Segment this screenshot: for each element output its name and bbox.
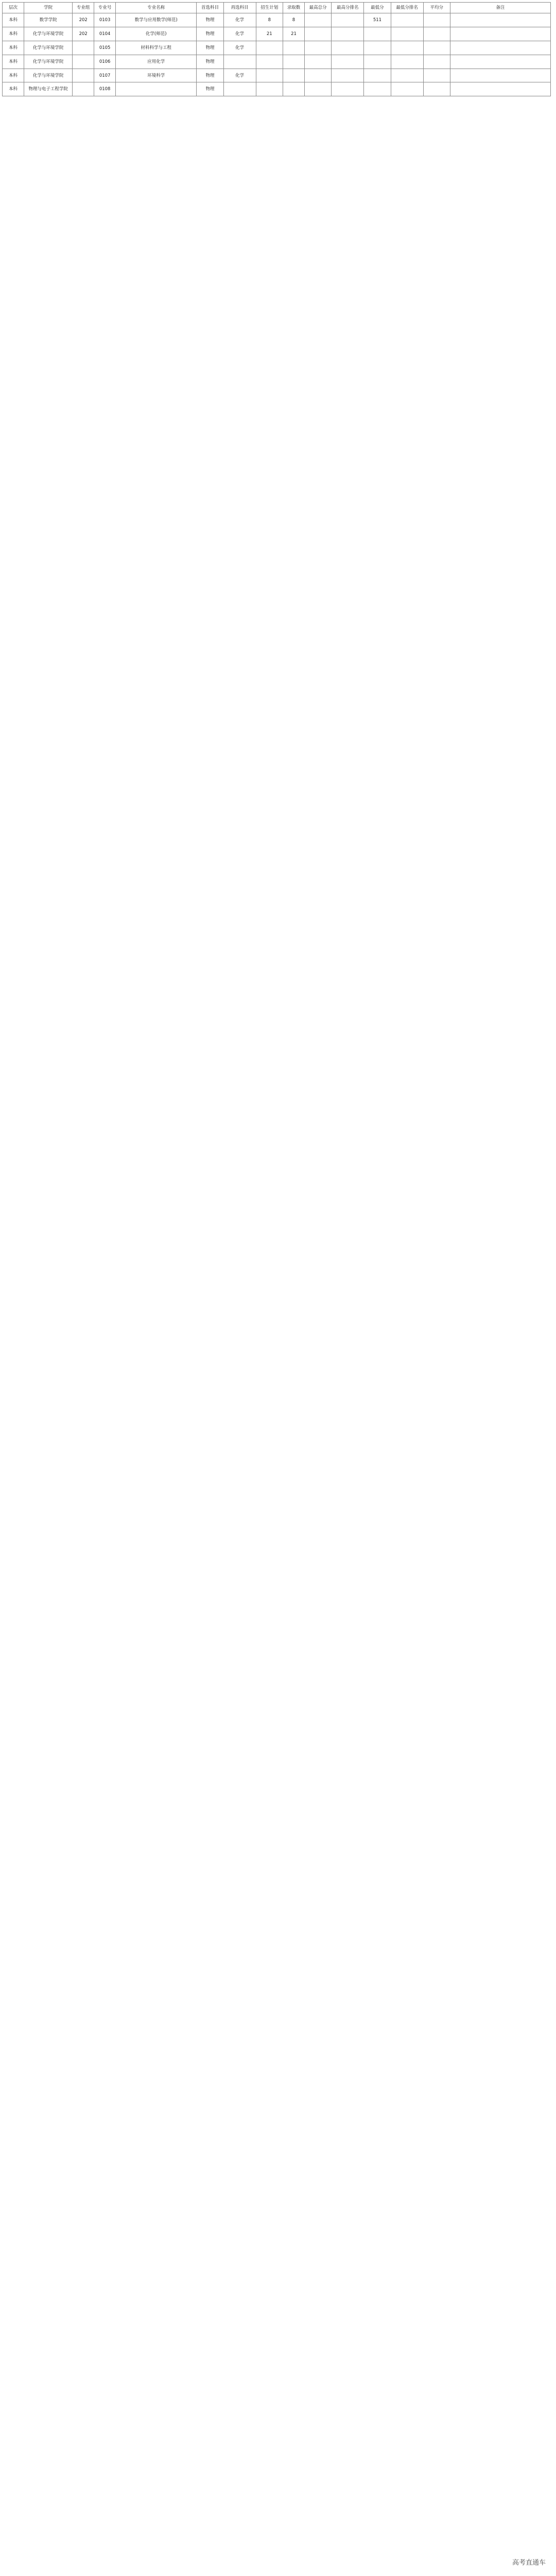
table-cell	[450, 13, 550, 27]
table-cell	[364, 69, 391, 82]
table-cell	[450, 27, 550, 41]
table-cell: 数学学院	[24, 13, 72, 27]
table-cell	[450, 55, 550, 69]
watermark-label: 高考直通车	[509, 2556, 549, 2568]
table-cell: 物理	[197, 82, 223, 96]
table-cell	[73, 55, 94, 69]
table-cell: 化学(师范)	[116, 27, 197, 41]
table-cell: 环境科学	[116, 69, 197, 82]
table-cell	[423, 55, 450, 69]
table-header-row	[3, 3, 551, 13]
admission-table-sheet	[2, 2, 551, 96]
table-cell	[423, 69, 450, 82]
table-cell: 材料科学与工程	[116, 41, 197, 55]
table-cell: 物理	[197, 13, 223, 27]
table-cell	[256, 69, 283, 82]
table-cell	[304, 55, 331, 69]
table-cell	[223, 82, 256, 96]
table-cell	[283, 41, 305, 55]
table-cell: 本科	[3, 41, 24, 55]
table-cell	[391, 82, 423, 96]
table-cell	[423, 82, 450, 96]
table-row	[3, 69, 551, 82]
table-cell: 0106	[94, 55, 116, 69]
header-cell: 最低分	[364, 3, 391, 13]
table-cell	[332, 69, 364, 82]
table-cell: 21	[283, 27, 305, 41]
table-cell	[391, 69, 423, 82]
table-cell: 本科	[3, 13, 24, 27]
table-cell: 化学	[223, 13, 256, 27]
table-cell	[332, 27, 364, 41]
table-cell	[304, 82, 331, 96]
table-cell: 本科	[3, 69, 24, 82]
table-cell: 应用化学	[116, 55, 197, 69]
header-cell: 专业号	[94, 3, 116, 13]
table-cell	[364, 41, 391, 55]
table-cell: 0105	[94, 41, 116, 55]
header-cell: 专业组	[73, 3, 94, 13]
table-cell: 8	[283, 13, 305, 27]
table-cell	[304, 41, 331, 55]
table-cell	[423, 27, 450, 41]
table-cell: 202	[73, 27, 94, 41]
table-cell	[73, 41, 94, 55]
table-cell: 物理	[197, 69, 223, 82]
table-cell	[73, 82, 94, 96]
table-cell: 物理	[197, 27, 223, 41]
table-row	[3, 13, 551, 27]
table-cell: 0103	[94, 13, 116, 27]
table-cell: 0108	[94, 82, 116, 96]
table-cell	[283, 69, 305, 82]
table-cell: 物理	[197, 55, 223, 69]
header-cell: 最低分排名	[391, 3, 423, 13]
table-cell	[423, 41, 450, 55]
table-row	[3, 41, 551, 55]
table-cell: 化学与环境学院	[24, 41, 72, 55]
header-cell: 最高总分	[304, 3, 331, 13]
table-cell	[450, 69, 550, 82]
header-cell: 平均分	[423, 3, 450, 13]
table-cell: 化学与环境学院	[24, 69, 72, 82]
table-cell	[364, 27, 391, 41]
table-cell: 202	[73, 13, 94, 27]
table-cell	[364, 55, 391, 69]
table-cell: 21	[256, 27, 283, 41]
table-cell: 本科	[3, 55, 24, 69]
header-cell: 再选科目	[223, 3, 256, 13]
table-cell: 化学与环境学院	[24, 55, 72, 69]
table-cell	[256, 55, 283, 69]
table-cell: 物理	[197, 41, 223, 55]
table-cell	[223, 55, 256, 69]
table-cell: 0107	[94, 69, 116, 82]
table-cell	[391, 55, 423, 69]
table-cell	[332, 13, 364, 27]
table-cell	[450, 41, 550, 55]
admission-score-table	[2, 2, 551, 96]
table-cell	[391, 13, 423, 27]
table-cell	[256, 82, 283, 96]
table-cell	[283, 82, 305, 96]
table-cell: 化学	[223, 41, 256, 55]
table-cell: 本科	[3, 82, 24, 96]
table-cell	[304, 69, 331, 82]
table-cell: 物理与电子工程学院	[24, 82, 72, 96]
table-cell: 本科	[3, 27, 24, 41]
table-cell	[450, 82, 550, 96]
table-row	[3, 82, 551, 96]
table-cell	[332, 82, 364, 96]
table-row	[3, 27, 551, 41]
table-cell: 化学	[223, 69, 256, 82]
table-cell	[332, 55, 364, 69]
table-cell: 化学	[223, 27, 256, 41]
header-cell: 最高分排名	[332, 3, 364, 13]
table-cell	[423, 13, 450, 27]
table-cell: 511	[364, 13, 391, 27]
header-cell: 招生计划	[256, 3, 283, 13]
table-cell	[364, 82, 391, 96]
header-cell: 专业名称	[116, 3, 197, 13]
table-row	[3, 55, 551, 69]
table-cell	[256, 41, 283, 55]
header-cell: 备注	[450, 3, 550, 13]
table-cell: 0104	[94, 27, 116, 41]
table-body	[3, 13, 551, 96]
table-cell	[116, 82, 197, 96]
table-cell	[304, 13, 331, 27]
table-cell	[391, 27, 423, 41]
table-cell: 8	[256, 13, 283, 27]
table-cell	[332, 41, 364, 55]
header-cell: 首选科目	[197, 3, 223, 13]
header-cell: 学院	[24, 3, 72, 13]
header-cell: 录取数	[283, 3, 305, 13]
header-cell: 层次	[3, 3, 24, 13]
table-cell: 数学与应用数学(师范)	[116, 13, 197, 27]
table-cell	[391, 41, 423, 55]
table-cell	[73, 69, 94, 82]
table-cell	[304, 27, 331, 41]
table-cell	[283, 55, 305, 69]
table-cell: 化学与环境学院	[24, 27, 72, 41]
